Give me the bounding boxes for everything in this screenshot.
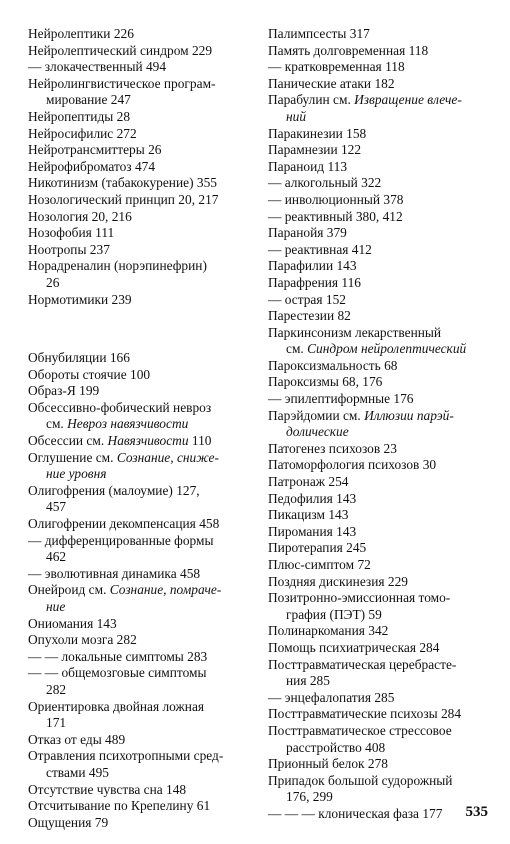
index-entry bbox=[268, 242, 490, 259]
index-entry-continuation bbox=[268, 673, 490, 690]
index-entry-text: Парафрения 116 bbox=[268, 274, 361, 290]
index-entry-text: Отсутствие чувства сна 148 bbox=[28, 781, 187, 797]
index-entry bbox=[28, 516, 260, 533]
index-entry bbox=[268, 92, 490, 125]
index-entry bbox=[268, 159, 490, 176]
index-entry-text: — реактивный 380, 412 bbox=[268, 208, 403, 224]
index-entry bbox=[268, 275, 490, 292]
index-entry-text: Плюс-симптом 72 bbox=[268, 557, 371, 572]
index-entry bbox=[28, 400, 260, 433]
index-entry bbox=[28, 649, 260, 666]
index-entry-continuation bbox=[268, 740, 490, 757]
index-entry-text: Ощущения 79 bbox=[28, 814, 109, 830]
index-entry bbox=[28, 582, 260, 615]
continuation-text: 176, 299 bbox=[286, 789, 333, 805]
index-entry bbox=[268, 474, 490, 491]
index-entry-text: — эволютивная динамика 458 bbox=[28, 565, 201, 581]
index-entry-text: — кратковременная 118 bbox=[268, 59, 405, 75]
index-entry-page: 110 bbox=[188, 433, 212, 449]
index-entry bbox=[28, 242, 260, 259]
index-entry bbox=[28, 798, 260, 815]
index-entry-continuation bbox=[268, 109, 490, 126]
index-entry-continuation bbox=[268, 789, 490, 806]
index-entry-text: Обсессивно-фобический невроз bbox=[28, 399, 212, 415]
index-entry bbox=[28, 748, 260, 781]
index-entry-text: Парамнезии 122 bbox=[268, 142, 362, 158]
index-entry bbox=[268, 574, 490, 591]
index-entry-reference: ние bbox=[46, 599, 66, 614]
index-entry-text: — алкогольный 322 bbox=[268, 175, 382, 191]
index-entry-text: Пиротерапия 245 bbox=[268, 540, 367, 556]
index-entry bbox=[268, 457, 490, 474]
index-entry-text: Нозология 20, 216 bbox=[28, 208, 132, 224]
index-entry bbox=[268, 524, 490, 541]
continuation-text: ствами 495 bbox=[46, 764, 109, 780]
index-entry-continuation bbox=[28, 715, 260, 732]
index-entry-text: Ониомания 143 bbox=[28, 615, 117, 631]
index-entry-text: Пиромания 143 bbox=[268, 523, 357, 539]
index-entry-text: Посттравматическая церебрасте- bbox=[268, 656, 457, 672]
index-entry-text: — энцефалопатия 285 bbox=[268, 689, 395, 705]
index-entry-text: Нейропептиды 28 bbox=[28, 108, 131, 124]
index-entry bbox=[268, 507, 490, 524]
index-entry-text: Посттравматическое стрессовое bbox=[268, 722, 452, 738]
index-entry-text: Параноид 113 bbox=[268, 158, 348, 174]
index-entry-text: Прионный белок 278 bbox=[268, 756, 388, 772]
index-entry bbox=[268, 491, 490, 508]
index-entry-text: — реактивная 412 bbox=[268, 241, 372, 257]
index-entry bbox=[268, 358, 490, 375]
index-entry bbox=[28, 699, 260, 732]
index-entry-text: — злокачественный 494 bbox=[28, 59, 167, 75]
index-entry-text: Никотинизм (табакокурение) 355 bbox=[28, 175, 217, 191]
index-entry bbox=[268, 192, 490, 209]
index-entry bbox=[28, 26, 260, 43]
index-entry bbox=[28, 433, 260, 450]
index-entry-text: Образ-Я 199 bbox=[28, 383, 100, 399]
index-entry-text: Помощь психиатрическая 284 bbox=[268, 639, 440, 655]
index-entry-text: — — локальные симптомы 283 bbox=[28, 648, 208, 664]
index-entry-text: Норадреналин (норэпинефрин) bbox=[28, 258, 207, 274]
index-entry-text: Патронаж 254 bbox=[268, 474, 349, 490]
index-entry-text: Нейрофиброматоз 474 bbox=[28, 158, 156, 174]
index-entry bbox=[28, 159, 260, 176]
index-entry-text: Нозофобия 111 bbox=[28, 225, 115, 241]
index-entry-reference: Синдром нейролептический bbox=[307, 341, 467, 357]
index-entry bbox=[28, 616, 260, 633]
index-column-right bbox=[268, 26, 490, 823]
index-entry-text: Парабулин см. bbox=[268, 92, 355, 108]
index-entry bbox=[268, 59, 490, 76]
index-entry-text: Паракинезии 158 bbox=[268, 125, 367, 141]
index-entry-text: Обнубиляции 166 bbox=[28, 350, 130, 366]
index-entry-continuation bbox=[268, 341, 490, 358]
index-entry-text: Поздняя дискинезия 229 bbox=[268, 573, 408, 589]
index-entry-text: Позитронно-эмиссионная томо- bbox=[268, 590, 451, 606]
index-entry bbox=[268, 540, 490, 557]
index-entry bbox=[28, 142, 260, 159]
index-entry bbox=[28, 350, 260, 367]
index-entry bbox=[28, 782, 260, 799]
index-entry-reference: долические bbox=[286, 424, 349, 440]
index-entry-text: — острая 152 bbox=[268, 291, 346, 307]
index-entry bbox=[268, 408, 490, 441]
index-entry-text: Нейролингвистическое програм- bbox=[28, 75, 216, 91]
index-entry bbox=[268, 142, 490, 159]
index-entry-text: Полинаркомания 342 bbox=[268, 623, 389, 639]
index-entry bbox=[268, 590, 490, 623]
continuation-text: 457 bbox=[46, 499, 67, 515]
index-entry bbox=[28, 258, 260, 291]
index-entry-text: — инволюционный 378 bbox=[268, 191, 404, 207]
index-entry-text: Опухоли мозга 282 bbox=[28, 632, 137, 648]
index-entry bbox=[28, 566, 260, 583]
index-entry-text: Посттравматические психозы 284 bbox=[268, 706, 462, 722]
continuation-prefix: см. bbox=[46, 416, 68, 432]
index-entry-text: Припадок большой судорожный bbox=[268, 772, 453, 788]
index-entry bbox=[268, 26, 490, 43]
index-entry bbox=[268, 43, 490, 60]
index-column-left bbox=[28, 26, 260, 831]
index-entry-text: Нейросифилис 272 bbox=[28, 125, 137, 141]
index-entry-text: Нейротрансмиттеры 26 bbox=[28, 142, 162, 158]
index-entry-text: Парэйдомии см. bbox=[268, 407, 365, 423]
index-entry bbox=[268, 623, 490, 640]
index-entry-reference: Извращение влече- bbox=[354, 92, 462, 108]
index-entry-continuation bbox=[28, 765, 260, 782]
index-entry-text: Олигофрении декомпенсация 458 bbox=[28, 516, 220, 532]
index-entry bbox=[268, 806, 490, 823]
index-entry-text: — эпилептиформные 176 bbox=[268, 391, 414, 407]
index-entry-text: Оглушение см. bbox=[28, 449, 117, 465]
index-entry-text: Нейролептики 226 bbox=[28, 26, 134, 41]
index-entry bbox=[268, 225, 490, 242]
index-entry bbox=[28, 367, 260, 384]
index-entry bbox=[268, 126, 490, 143]
index-entry-continuation bbox=[28, 682, 260, 699]
continuation-text: 26 bbox=[46, 274, 60, 290]
index-entry bbox=[268, 657, 490, 690]
continuation-text: расстройство 408 bbox=[286, 739, 386, 755]
index-entry bbox=[28, 665, 260, 698]
index-entry-text: Олигофрения (малоумие) 127, bbox=[28, 482, 200, 498]
index-entry-text: Обсессии см. bbox=[28, 433, 108, 449]
index-entry-reference: Навязчивости bbox=[107, 433, 189, 449]
index-entry-reference: ние уровня bbox=[46, 466, 107, 482]
index-entry-continuation bbox=[28, 599, 260, 616]
index-entry-text: Панические атаки 182 bbox=[268, 75, 395, 91]
section-gap bbox=[28, 308, 260, 350]
index-entry bbox=[268, 391, 490, 408]
index-entry-text: Парестезии 82 bbox=[268, 308, 351, 324]
index-entry bbox=[268, 773, 490, 806]
index-entry bbox=[268, 690, 490, 707]
index-entry-text: Пикацизм 143 bbox=[268, 507, 349, 523]
index-entry bbox=[268, 441, 490, 458]
continuation-text: графия (ПЭТ) 59 bbox=[286, 606, 382, 622]
index-entry-text: Ориентировка двойная ложная bbox=[28, 698, 205, 714]
index-entry-text: Отравления психотропными сред- bbox=[28, 748, 224, 764]
index-entry bbox=[28, 533, 260, 566]
index-entry-continuation bbox=[28, 499, 260, 516]
index-entry-text: — — общемозговые симптомы bbox=[28, 665, 207, 681]
continuation-text: 462 bbox=[46, 549, 67, 565]
index-entry-text: Память долговременная 118 bbox=[268, 42, 429, 58]
index-entry-text: Отказ от еды 489 bbox=[28, 731, 126, 747]
continuation-text: 171 bbox=[46, 715, 67, 731]
index-entry bbox=[28, 292, 260, 309]
index-entry bbox=[268, 209, 490, 226]
index-entry-text: — — — клоническая фаза 177 bbox=[268, 805, 443, 821]
index-entry bbox=[268, 756, 490, 773]
index-entry-text: Педофилия 143 bbox=[268, 490, 357, 506]
index-entry bbox=[28, 76, 260, 109]
index-entry bbox=[28, 109, 260, 126]
index-entry bbox=[268, 723, 490, 756]
index-entry-text: Нозологический принцип 20, 217 bbox=[28, 191, 219, 207]
index-entry bbox=[28, 450, 260, 483]
index-entry bbox=[28, 43, 260, 60]
index-entry bbox=[28, 632, 260, 649]
continuation-text: ния 285 bbox=[286, 673, 330, 689]
index-entry bbox=[28, 815, 260, 832]
index-entry-text: Палимпсесты 317 bbox=[268, 26, 370, 41]
index-entry bbox=[28, 192, 260, 209]
index-entry-reference: Сознание, помраче- bbox=[109, 582, 222, 598]
index-entry-text: Паранойя 379 bbox=[268, 225, 347, 241]
index-entry bbox=[28, 126, 260, 143]
index-entry-text: Патогенез психозов 23 bbox=[268, 440, 397, 456]
index-entry-continuation bbox=[268, 424, 490, 441]
index-entry-text: Пароксизмы 68, 176 bbox=[268, 374, 383, 390]
page-number: 535 bbox=[465, 804, 488, 820]
index-entry bbox=[28, 383, 260, 400]
index-entry bbox=[268, 640, 490, 657]
index-entry bbox=[268, 258, 490, 275]
index-entry-text: Патоморфология психозов 30 bbox=[268, 457, 437, 473]
index-entry-continuation bbox=[28, 416, 260, 433]
index-entry-text: — дифференцированные формы bbox=[28, 532, 214, 548]
index-entry bbox=[268, 325, 490, 358]
index-entry bbox=[268, 76, 490, 93]
index-entry-text: Пароксизмальность 68 bbox=[268, 357, 398, 373]
index-entry-reference: ний bbox=[286, 108, 307, 124]
continuation-text: мирование 247 bbox=[46, 92, 131, 108]
index-entry-reference: Иллюзии парэй- bbox=[364, 407, 454, 423]
index-entry bbox=[28, 175, 260, 192]
index-entry bbox=[268, 308, 490, 325]
index-entry-text: Паркинсонизм лекарственный bbox=[268, 324, 442, 340]
index-entry bbox=[28, 732, 260, 749]
index-entry bbox=[268, 374, 490, 391]
index-entry-text: Нормотимики 239 bbox=[28, 291, 132, 307]
index-entry bbox=[28, 209, 260, 226]
index-entry-continuation bbox=[268, 607, 490, 624]
index-entry-continuation bbox=[28, 466, 260, 483]
index-entry-text: Нейролептический синдром 229 bbox=[28, 42, 213, 58]
index-entry bbox=[268, 292, 490, 309]
index-entry-continuation bbox=[28, 549, 260, 566]
index-entry-reference: Невроз навязчивости bbox=[67, 416, 189, 432]
index-entry-text: Обороты стоячие 100 bbox=[28, 366, 151, 382]
index-entry-continuation bbox=[28, 275, 260, 292]
index-entry bbox=[268, 175, 490, 192]
index-entry bbox=[268, 557, 490, 574]
index-entry bbox=[28, 225, 260, 242]
index-entry-text: Отсчитывание по Крепелину 61 bbox=[28, 798, 211, 814]
continuation-text: 282 bbox=[46, 681, 67, 697]
index-entry bbox=[268, 706, 490, 723]
continuation-prefix: см. bbox=[286, 341, 308, 357]
index-entry-text: Ноотропы 237 bbox=[28, 241, 110, 257]
index-entry-text: Парафилии 143 bbox=[268, 258, 357, 274]
index-entry bbox=[28, 59, 260, 76]
index-entry-continuation bbox=[28, 92, 260, 109]
index-entry-text: Онейроид см. bbox=[28, 582, 110, 598]
index-entry bbox=[28, 483, 260, 516]
index-entry-reference: Сознание, сниже- bbox=[116, 449, 219, 465]
